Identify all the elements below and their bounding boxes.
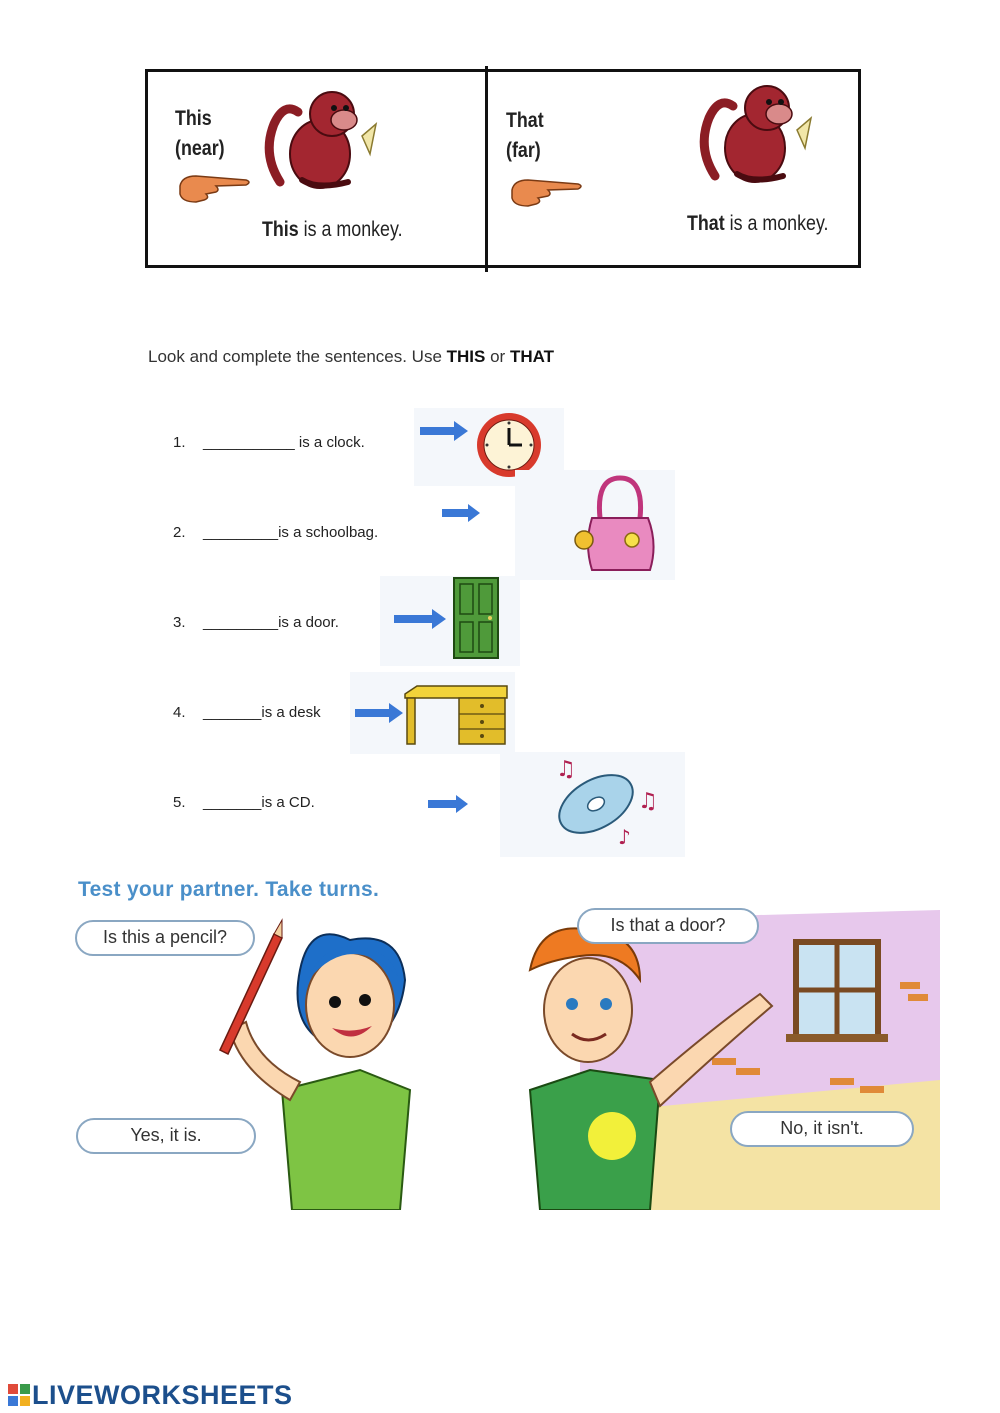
answer-blank[interactable]: ___________	[203, 434, 295, 451]
this-word: This	[175, 107, 212, 130]
answer-blank[interactable]: _______	[203, 794, 262, 811]
cd-icon	[552, 756, 664, 852]
this-sentence: This is a monkey.	[262, 218, 403, 241]
arrow-right-icon	[442, 503, 482, 523]
arrow-right-icon	[355, 702, 405, 724]
svg-text:♫: ♫	[638, 789, 658, 814]
svg-text:♫: ♫	[556, 757, 576, 782]
answer-blank[interactable]: _______	[203, 704, 262, 721]
schoolbag-icon	[570, 474, 664, 578]
monkey-icon	[258, 84, 388, 199]
list-item: 2. _________is a schoolbag.	[173, 524, 379, 541]
pointing-hand-icon	[176, 168, 252, 208]
near-hint: (near)	[175, 137, 225, 160]
list-item: 4. _______is a desk	[173, 704, 321, 721]
that-sentence: That is a monkey.	[687, 212, 829, 235]
list-item: 5. _______is a CD.	[173, 794, 315, 811]
liveworksheets-logo: LIVEWORKSHEETS	[8, 1380, 293, 1411]
list-item: 3. _________is a door.	[173, 614, 339, 631]
that-word: That	[506, 109, 544, 132]
speech-bubble-q2: Is that a door?	[577, 908, 759, 944]
arrow-right-icon	[428, 794, 470, 814]
arrow-right-icon	[394, 608, 448, 630]
speech-bubble-a2: No, it isn't.	[730, 1111, 914, 1147]
answer-blank[interactable]: _________	[203, 524, 279, 541]
pointing-hand-icon	[508, 172, 584, 212]
desk-icon	[403, 684, 511, 748]
speech-bubble-a1: Yes, it is.	[76, 1118, 256, 1154]
logo-mark-icon	[8, 1384, 30, 1406]
svg-text:♪: ♪	[618, 825, 631, 849]
this-that-box	[145, 69, 861, 268]
list-item: 1. ___________ is a clock.	[173, 434, 365, 451]
answer-blank[interactable]: _________	[203, 614, 279, 631]
speech-bubble-q1: Is this a pencil?	[75, 920, 255, 956]
arrow-right-icon	[420, 420, 470, 442]
monkey-icon	[693, 78, 823, 193]
instructions: Look and complete the sentences. Use THIS or THAT	[148, 347, 554, 366]
far-hint: (far)	[506, 139, 541, 162]
door-icon	[450, 576, 502, 662]
test-title: Test your partner. Take turns.	[78, 878, 380, 901]
box-divider	[485, 66, 488, 272]
